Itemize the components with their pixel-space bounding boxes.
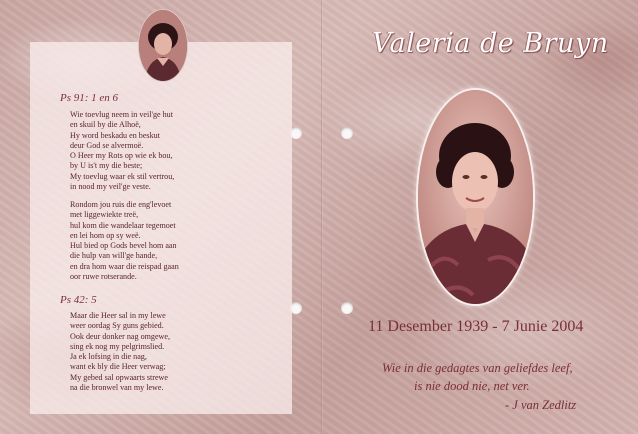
verse-line: oor ruwe rotserande. [70,272,137,282]
memorial-quote-line-2: is nie dood nie, net ver. [414,379,530,393]
verse-line: Ja ek lofsing in die nag, [70,352,147,362]
memorial-quote-line-1: Wie in die gedagtes van geliefdes leef, [382,361,573,375]
verse-line: weer oordag Sy guns gebied. [70,321,164,331]
psalm-42-stanza [70,311,170,393]
binder-hole [341,127,353,139]
quote-author: - J van Zedlitz [505,398,577,412]
portrait-photo-small-icon [138,9,188,82]
center-fold [321,0,323,434]
verse-line: My toevlug waar ek stil vertrou, [70,171,175,181]
verse-line: na die bronwel van my lewe. [70,383,164,393]
verse-line: Hy word beskadu en beskut [70,130,160,140]
verse-line: sing ek nog my pelgrimslied. [70,341,165,351]
psalm-91-stanza-2 [70,200,179,282]
verse-line: die hulp van will'ge hande, [70,251,158,261]
verse-line: by U is't my die beste; [70,161,143,171]
life-dates: 11 Desember 1939 - 7 Junie 2004 [368,318,584,335]
verse-line: hul kom die wandelaar tegemoet [70,220,176,230]
deceased-name: Valeria de Bruyn [372,28,609,59]
psalm-91-heading: Ps 91: 1 en 6 [60,92,119,104]
verse-line: Ook deur donker nag omgewe, [70,331,171,341]
verse-line: Rondom jou ruis die eng'levoet [70,200,172,209]
verse-line: deur God se alvermoë. [70,140,144,150]
verse-line: met liggewiekte treë, [70,210,139,220]
verse-line: in nood my veil'ge veste. [70,182,151,192]
verse-line: Hul bied op Gods bevel hom aan [70,241,177,251]
psalm-42-heading: Ps 42: 5 [60,294,97,306]
verse-line: want ek bly die Heer verwag; [70,362,166,372]
verse-line: en dra hom waar die reispad gaan [70,261,179,271]
verse-line: O Heer my Rots op wie ek bou, [70,151,173,161]
binder-hole [341,302,353,314]
verse-line: Wie toevlug neem in veil'ge hut [70,110,173,119]
verse-line: en skuil by die Alhoë, [70,120,141,130]
verse-line: My gebed sal opwaarts strewe [70,372,168,382]
verse-line: en lei hom op sy weë. [70,230,141,240]
portrait-photo-large-icon [416,88,535,306]
verse-line: Maar die Heer sal in my lewe [70,311,166,320]
psalm-91-stanza-1 [70,110,174,192]
